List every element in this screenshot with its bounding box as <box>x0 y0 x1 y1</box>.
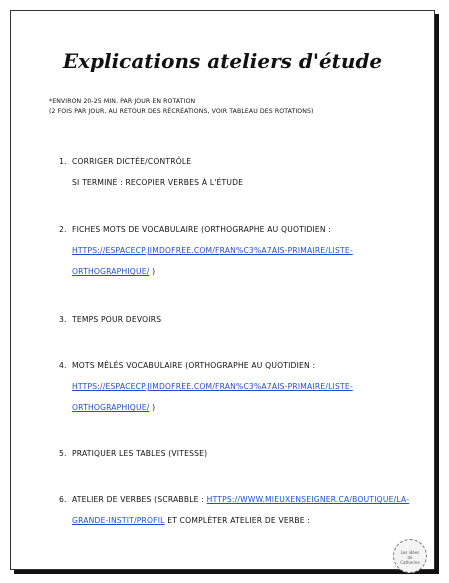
vocab-list-link[interactable]: HTTPS://ESPACECP.JIMDOFREE.COM/FRAN%C3%A7AIS-PRIMAIRE/LISTE- <box>72 246 353 255</box>
item-text: TEMPS POUR DEVOIRS <box>72 315 162 324</box>
note-line-2: (2 FOIS PAR JOUR, AU RETOUR DES RÉCRÉATIONS, VOIR TABLEAU DES ROTATIONS) <box>49 108 314 115</box>
list-item <box>59 443 207 464</box>
item-text-tail: ) <box>149 403 156 412</box>
verbs-workshop-link-cont[interactable]: GRANDE-INSTIT/PROFIL <box>72 516 165 525</box>
list-item <box>59 355 353 418</box>
item-text: FICHES MOTS DE VOCABULAIRE (ORTHOGRAPHE AU QUOTIDIEN : <box>72 225 332 234</box>
author-logo: Les idées de Catherine <box>393 539 427 573</box>
list-item <box>59 309 161 330</box>
item-text: ATELIER DE VERBES (SCRABBLE : <box>72 495 207 504</box>
verbs-workshop-link[interactable]: HTTPS://WWW.MIEUXENSEIGNER.CA/BOUTIQUE/LA- <box>206 495 410 504</box>
item-text-tail: ) <box>149 267 156 276</box>
item-number: 2. <box>59 225 67 234</box>
word-search-link-cont[interactable]: ORTHOGRAPHIQUE/ <box>72 403 150 412</box>
item-text: PRATIQUER LES TABLES (VITESSE) <box>72 449 208 458</box>
item-subtext: SI TERMINÉ : RECOPIER VERBES À L'ÉTUDE <box>72 178 244 187</box>
item-text: MOTS MÊLÉS VOCABULAIRE (ORTHOGRAPHE AU QUOTIDIEN : <box>72 361 316 370</box>
note-line-1: *ENVIRON 20-25 MIN. PAR JOUR EN ROTATION <box>49 98 196 105</box>
word-search-link[interactable]: HTTPS://ESPACECP.JIMDOFREE.COM/FRAN%C3%A7AIS-PRIMAIRE/LISTE- <box>72 382 353 391</box>
list-item <box>59 151 243 193</box>
item-number: 1. <box>59 157 67 166</box>
item-number: 6. <box>59 495 67 504</box>
item-text: CORRIGER DICTÉE/CONTRÔLE <box>72 157 192 166</box>
list-item <box>59 489 409 531</box>
vocab-list-link-cont[interactable]: ORTHOGRAPHIQUE/ <box>72 267 150 276</box>
item-number: 3. <box>59 315 67 324</box>
document-page <box>10 10 435 570</box>
page-title: Explications ateliers d'étude <box>62 49 383 73</box>
item-number: 4. <box>59 361 67 370</box>
item-text-tail: ET COMPLÉTER ATELIER DE VERBE : <box>164 516 311 525</box>
rotation-note <box>49 97 314 117</box>
list-item <box>59 219 353 282</box>
item-number: 5. <box>59 449 67 458</box>
